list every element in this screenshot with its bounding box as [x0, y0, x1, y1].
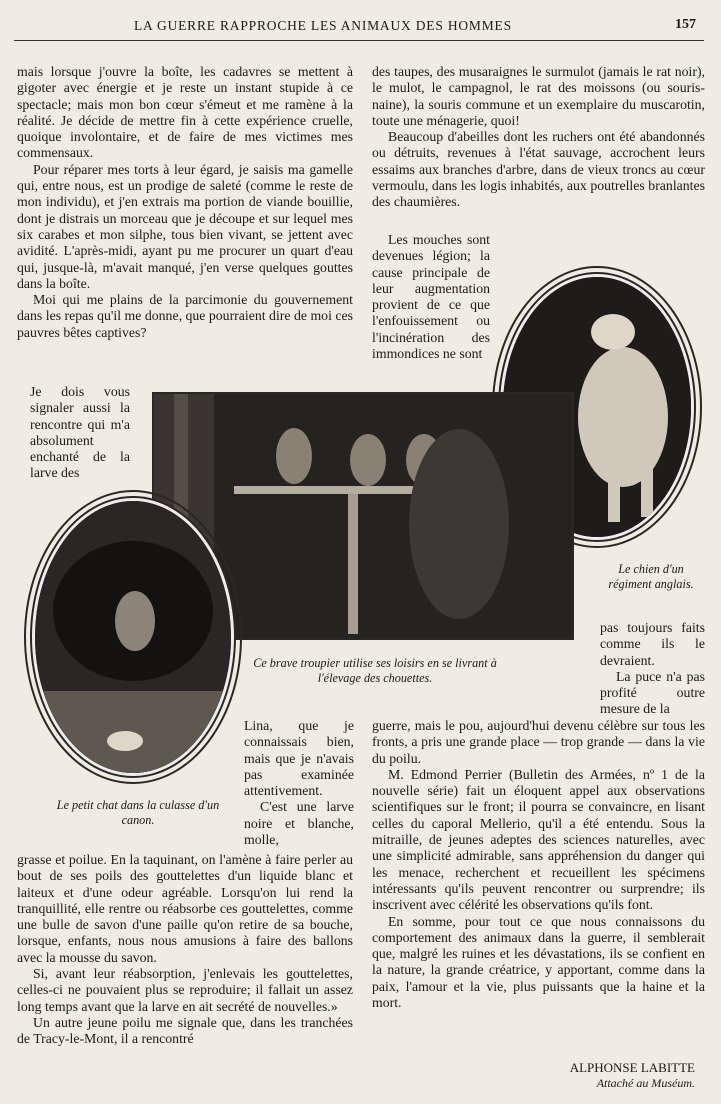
paragraph: Je dois vous signaler aussi la rencontre qui m'a absolument enchanté de la larve des: [30, 384, 130, 481]
author-name: ALPHONSE LABITTE: [569, 1060, 695, 1075]
paragraph: Beaucoup d'abeilles dont les ruchers ont été abandonnés ou détruits, revenues à l'état sauvage, accrochent leurs essaims aux branches d'arbre, dans de vieux troncs au cœur vermoulu, dans les logis inhabités, aux poutrelles branlantes des chaumières.: [372, 129, 705, 210]
paragraph: Si, avant leur réabsorption, j'enlevais les gouttelettes, celles-ci ne pouvaient plus se reproduire; il fallait un assez long temps avant que la larve en ait secrété de nouvelles.»: [17, 966, 353, 1014]
right-column-bottom: [372, 718, 705, 1011]
left-narrow-text: [30, 384, 130, 482]
cat-caption: Le petit chat dans la culasse d'un canon.: [56, 798, 220, 827]
paragraph: Moi qui me plains de la parcimonie du gouvernement dans les repas qu'il me donne, que pourraient dire de moi ces pauvres bêtes captives?: [17, 292, 353, 340]
paragraph: C'est une larve noire et blanche, molle,: [244, 799, 354, 848]
running-title: LA GUERRE RAPPROCHE LES ANIMAUX DES HOMMES: [134, 18, 512, 33]
owls-caption: Ce brave troupier utilise ses loisirs en se livrant à l'élevage des chouettes.: [253, 656, 497, 685]
paragraph: Un autre jeune poilu me signale que, dans les tranchées de Tracy-le-Mont, il a rencontré: [17, 1014, 353, 1047]
running-header: [14, 14, 704, 41]
paragraph: mais lorsque j'ouvre la boîte, les cadavres se mettent à gigoter avec énergie et je reste un instant stupide à ce spectacle; mais mon bon cœur s'émeut et me ramène à la réalité. Je décide de mettre fin à cette expérience cruelle, quoique involontaire, et de faire de mes victimes mes commensaux.: [17, 64, 353, 161]
paragraph: pas toujours faits comme ils le devraient.: [600, 620, 705, 668]
paragraph: des taupes, des musaraignes le surmulot (jamais le rat noir), le mulot, le campagnol, le rat des moissons (ou souris-naine), la souris commune et un exemplaire du muscarotin, toute une ménagerie, quoi!: [372, 64, 705, 128]
mid-narrow-text: [244, 718, 354, 848]
paragraph: guerre, mais le pou, aujourd'hui devenu célèbre sur tous les fronts, a pris une grande place — trop grande — dans la vie du poilu.: [372, 718, 705, 766]
paragraph: Pour réparer mes torts à leur égard, je saisis ma gamelle qui, entre nous, est un prodige de saleté (comme le reste de mon individu), et j'en extrais ma portion de viande bouillie, dont je distrais un morceau que je découpe et sur lequel mes six carabes et mon silphe, tous bien vivant, se jettent avec avidité. L'après-midi, ayant pu me procurer un quart d'eau qui, jusque-là, m'avait manqué, j'en verse quelques gouttes dans la boîte.: [17, 161, 353, 291]
author-title: Attaché au Muséum.: [596, 1076, 695, 1090]
page-number: 157: [675, 17, 696, 32]
paragraph: M. Edmond Perrier (Bulletin des Armées, nº 1 de la nouvelle série) fait un éloquent appel aux observations scientifiques sur le front; il pourra se convaincre, en lisant celles du caporal Mellerio, qu'il a été entendu. Sous la mitraille, de jeunes adeptes des sciences naturelles, avec une simplicité admirable, sans appréhension du danger qui les menace, recherchent et recueillent les spécimens intéressants qu'ils peuvent rencontrer ou surprendre; ils inscrivent avec célérité les observations qu'ils font.: [372, 766, 705, 913]
right-column-top: [372, 64, 705, 211]
right-narrow-text: [372, 232, 490, 362]
left-column-top: [17, 64, 353, 341]
paragraph: Les mouches sont devenues légion; la cause principale de leur augmentation provient de ce que l'enfouissement ou l'incinération des immondices ne sont: [372, 232, 490, 362]
right-small-text: [600, 620, 705, 718]
dog-caption: Le chien d'un régiment anglais.: [608, 562, 694, 591]
paragraph: grasse et poilue. En la taquinant, on l'amène à faire perler au bout de ses poils des gouttelettes d'un liquide blanc et laiteux et d'une odeur agréable. Lorsqu'on lui rend la tranquillité, elle rentre ou réabsorbe ces gouttelettes, comme une bulle de savon d'une paille qu'on retire de sa bouche, lorsque, enfants, nous nous amusions à faire des ballons avec la mousse du savon.: [17, 852, 353, 965]
paragraph: La puce n'a pas profité outre mesure de la: [600, 668, 705, 717]
cat-photo: [32, 498, 234, 776]
paragraph: Lina, que je connaissais bien, mais que je n'avais pas examinée attentivement.: [244, 718, 354, 799]
left-column-bottom: [17, 852, 353, 1048]
paragraph: En somme, pour tout ce que nous connaissons du comportement des animaux dans la guerre, il semblerait que, malgré les ruines et les dévastations, ils se confient en la nature, la grande créatrice, y apportant, comme dans la paix, l'amour et la vie, plus puissants que la haine et la mort.: [372, 913, 705, 1011]
